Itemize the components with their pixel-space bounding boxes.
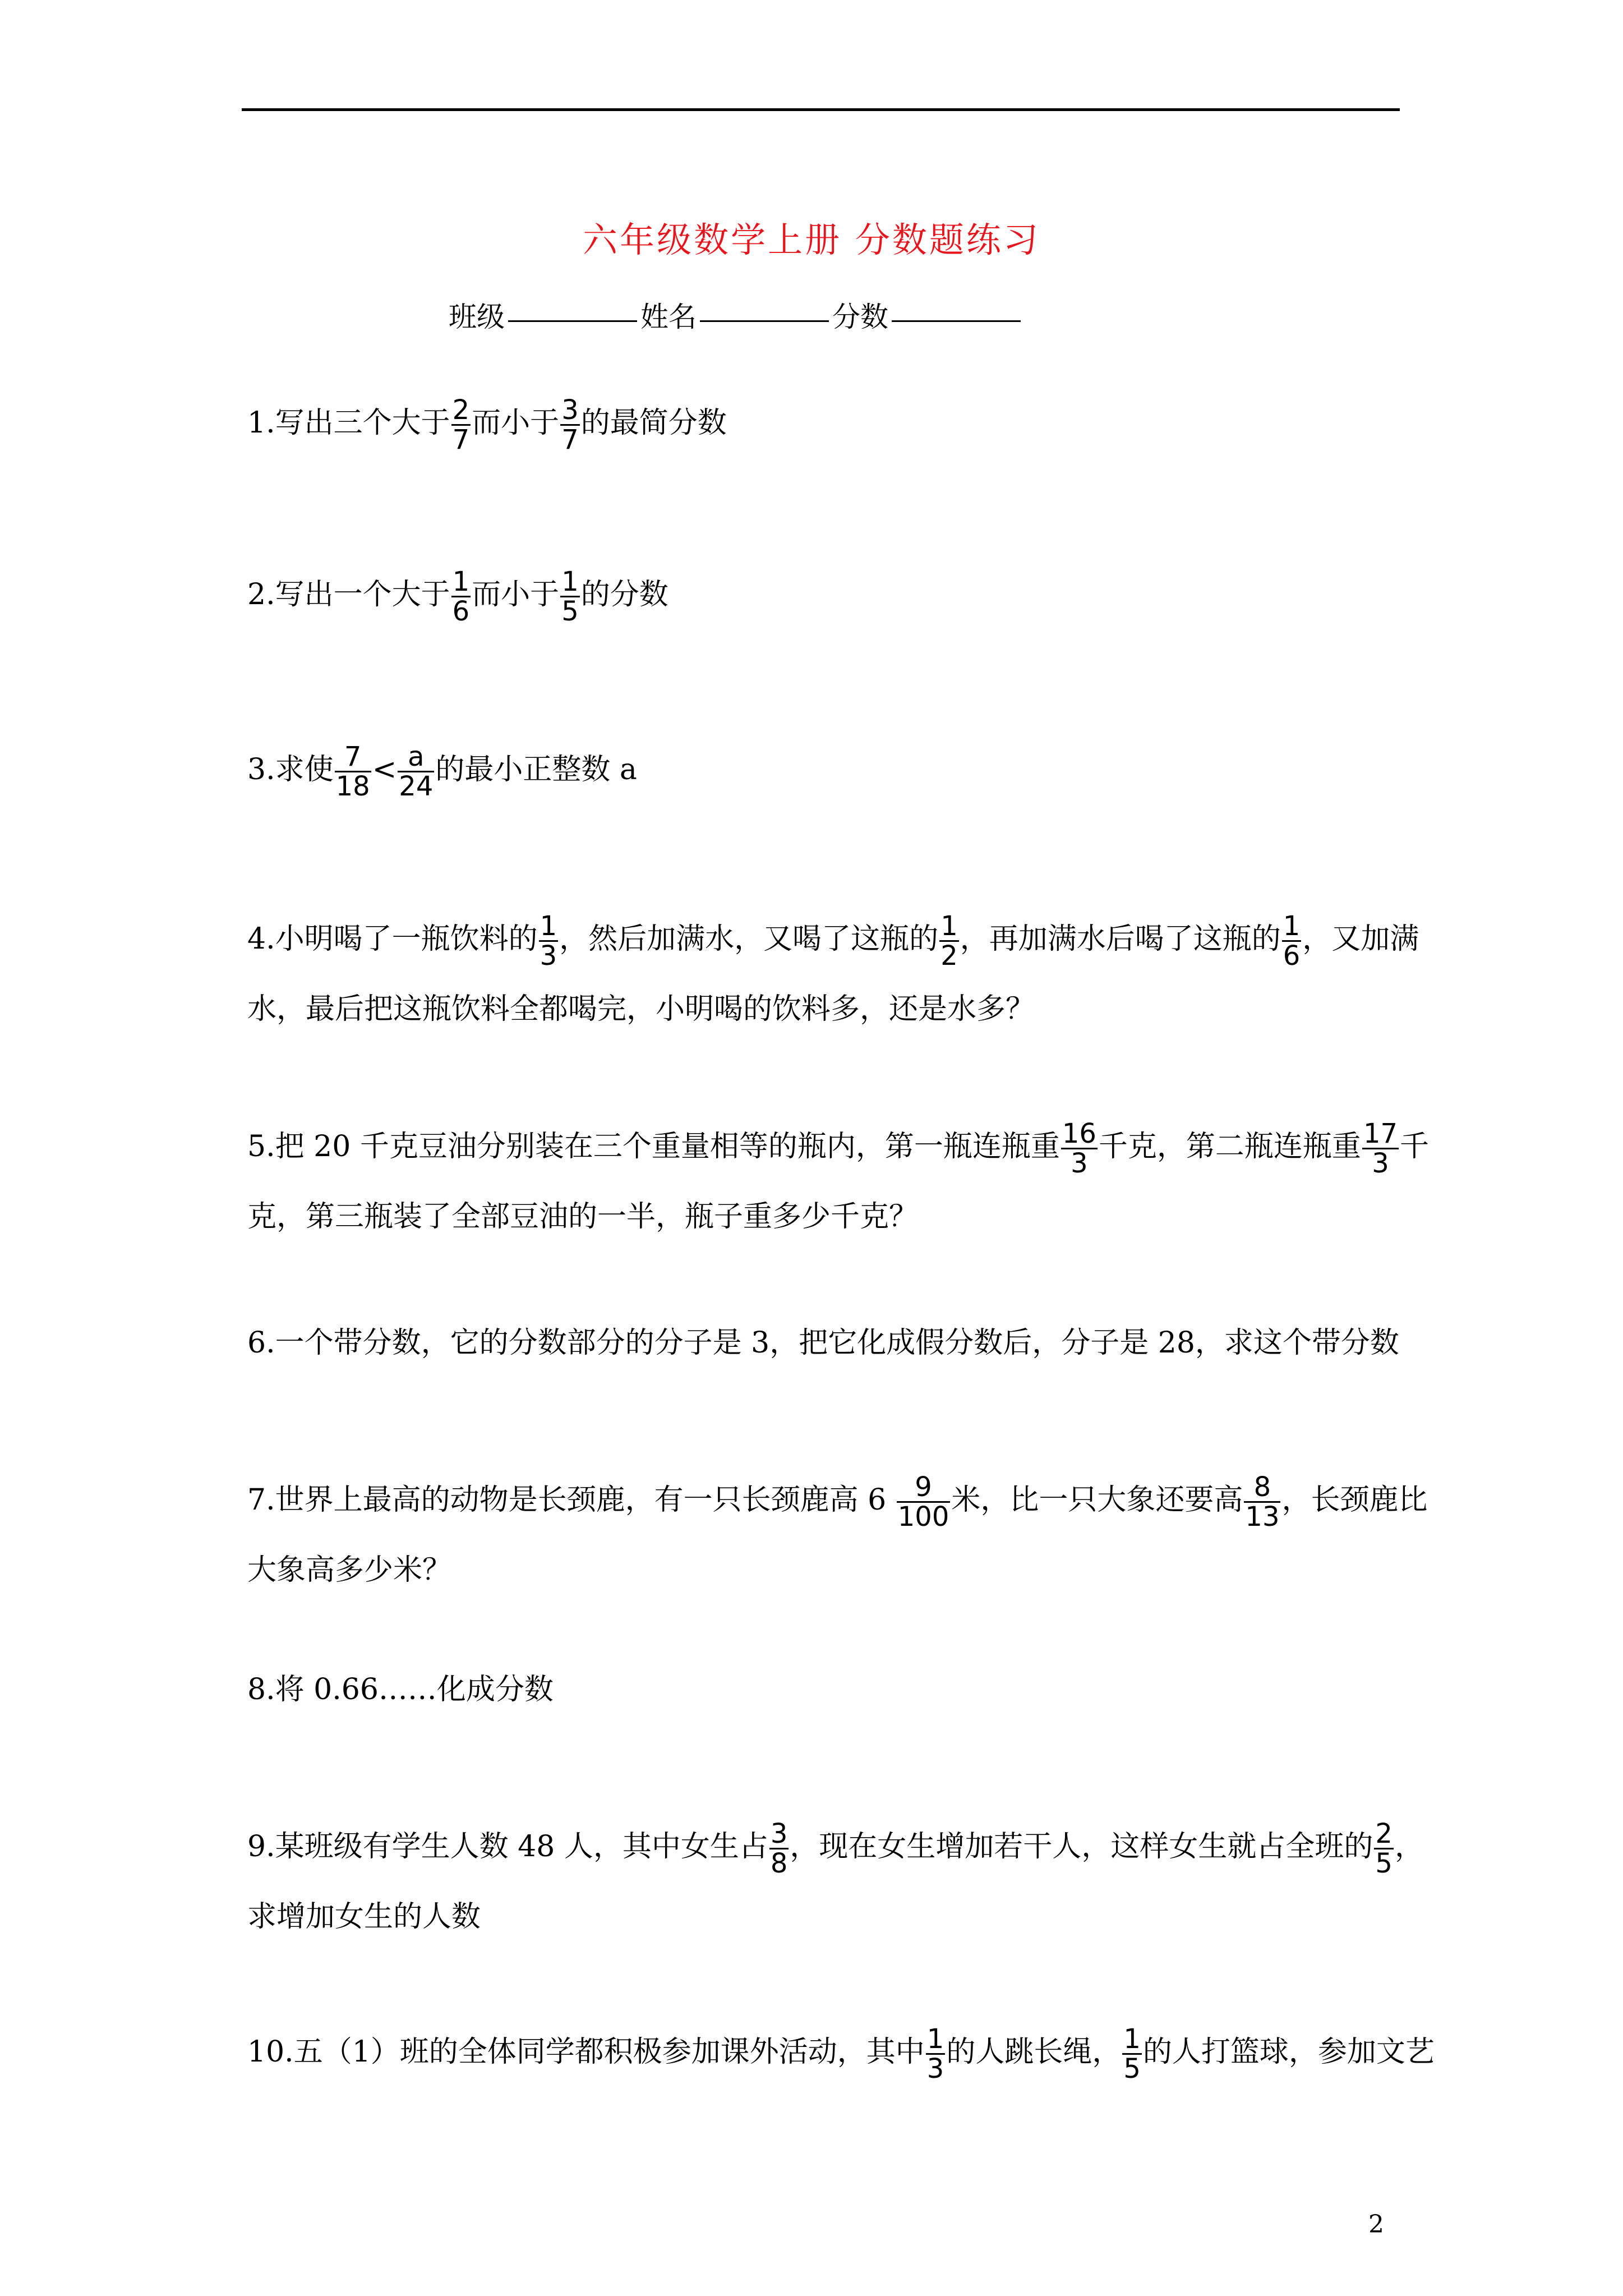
page-title: 六年级数学上册 分数题练习 (583, 219, 1040, 260)
question-text: ，现在女生增加若干人，这样女生就占全班的 (790, 1830, 1373, 1864)
numerator: 17 (1363, 1117, 1398, 1149)
denominator: 7 (561, 424, 579, 455)
denominator: 6 (452, 596, 470, 627)
question-text: 的最简分数 (580, 406, 727, 440)
question-text: ，又加满 (1302, 922, 1419, 956)
numerator: 1 (540, 910, 557, 942)
fraction (335, 740, 371, 802)
fraction (769, 1820, 789, 1878)
numerator: 16 (1062, 1117, 1096, 1149)
question-text: 米，比一只大象还要高 (951, 1483, 1243, 1517)
question-4 (247, 904, 1419, 1045)
question-text: 而小于 (472, 406, 560, 440)
numerator: 1 (561, 565, 579, 597)
question-text: 7.世界上最高的动物是长颈鹿，有一只长颈鹿高 6 (247, 1483, 887, 1517)
question-text: 的最小正整数 a (435, 753, 637, 786)
fraction (451, 396, 471, 454)
question-8 (247, 1655, 1397, 1725)
denominator: 18 (335, 771, 370, 802)
question-line (247, 1812, 1424, 1882)
question-line: 大象高多少米？ (247, 1553, 452, 1587)
header-rule (242, 108, 1400, 111)
question-text: 3.求使 (247, 753, 334, 786)
numerator: 3 (770, 1818, 788, 1849)
fraction (1061, 1117, 1098, 1179)
denominator: 8 (770, 1848, 788, 1879)
numerator: 1 (1283, 910, 1301, 942)
fraction (398, 740, 434, 802)
denominator: 100 (897, 1501, 949, 1533)
fraction (1282, 912, 1302, 970)
question-text: ， (1394, 1830, 1424, 1864)
question-text: 2.写出一个大于 (247, 578, 450, 611)
question-line: 8.将 0.66……化成分数 (247, 1673, 554, 1706)
question-text: 10.五（1）班的全体同学都积极参加课外活动，其中 (247, 2035, 925, 2069)
numerator: 2 (1375, 1818, 1393, 1849)
numerator: 2 (452, 394, 470, 426)
question-text: 而小于 (472, 578, 560, 611)
denominator: 5 (1375, 1848, 1393, 1879)
student-info-line (449, 295, 1024, 335)
denominator: 24 (399, 771, 434, 802)
numerator: a (408, 740, 425, 772)
denominator: 13 (1245, 1501, 1280, 1533)
question-line (247, 1112, 1430, 1182)
question-text: ，再加满水后喝了这瓶的 (960, 922, 1281, 956)
question-9 (247, 1812, 1424, 1952)
denominator: 3 (540, 940, 557, 972)
name-blank (700, 320, 829, 322)
numerator: 1 (1123, 2023, 1141, 2055)
question-5 (247, 1112, 1430, 1252)
numerator: 1 (940, 910, 958, 942)
fraction (560, 565, 580, 627)
question-6 (247, 1308, 1397, 1378)
class-blank (508, 320, 637, 322)
question-text: 千 (1400, 1130, 1430, 1163)
fraction (1374, 1820, 1394, 1878)
fraction (1244, 1473, 1280, 1531)
question-line (247, 388, 1397, 458)
question-line: 水，最后把这瓶饮料全都喝完，小明喝的饮料多，还是水多？ (247, 992, 1035, 1026)
denominator: 3 (1071, 1148, 1088, 1179)
denominator: 5 (561, 596, 579, 627)
question-text: 9.某班级有学生人数 48 人，其中女生占 (247, 1830, 768, 1864)
question-line (247, 904, 1419, 974)
score-label: 分数 (832, 301, 888, 333)
question-text: 4.小明喝了一瓶饮料的 (247, 922, 538, 956)
question-text: 1.写出三个大于 (247, 406, 450, 440)
denominator: 3 (926, 2053, 944, 2085)
question-line: 求增加女生的人数 (247, 1900, 481, 1934)
name-label: 姓名 (640, 301, 697, 333)
question-text: 的人跳长绳， (946, 2035, 1122, 2069)
denominator: 3 (1372, 1148, 1389, 1179)
score-blank (892, 320, 1021, 322)
question-3 (247, 735, 1397, 805)
question-line (247, 735, 1397, 805)
numerator: 1 (926, 2023, 944, 2055)
numerator: 8 (1253, 1471, 1271, 1503)
fraction (926, 2025, 946, 2083)
question-line (247, 560, 1397, 630)
question-text: ，然后加满水，又喝了这瓶的 (559, 922, 939, 956)
question-text: 的人打篮球，参加文艺 (1142, 2035, 1435, 2069)
class-label: 班级 (449, 301, 505, 333)
fraction (451, 565, 471, 627)
denominator: 6 (1283, 940, 1301, 972)
question-text: ，长颈鹿比 (1281, 1483, 1428, 1517)
question-line (247, 1465, 1428, 1535)
fraction (897, 1473, 951, 1531)
numerator: 1 (452, 565, 470, 597)
question-2 (247, 560, 1397, 630)
denominator: 7 (452, 424, 470, 455)
denominator: 2 (940, 940, 958, 972)
numerator: 3 (561, 394, 579, 426)
question-line (247, 2017, 1435, 2087)
question-1 (247, 388, 1397, 458)
question-7 (247, 1465, 1428, 1605)
page-number: 2 (1368, 2210, 1384, 2239)
fraction (1122, 2025, 1142, 2083)
numerator: 9 (915, 1471, 932, 1503)
denominator: 5 (1123, 2053, 1141, 2085)
question-text: < (372, 753, 397, 786)
question-text: 的分数 (580, 578, 668, 611)
question-text: 千克，第二瓶连瓶重 (1098, 1130, 1361, 1163)
question-10 (247, 2017, 1435, 2087)
question-line: 6.一个带分数，它的分数部分的分子是 3，把它化成假分数后，分子是 28，求这个带分数 (247, 1326, 1399, 1360)
fraction (539, 912, 559, 970)
fraction (1362, 1117, 1399, 1179)
fraction (939, 912, 959, 970)
question-line: 克，第三瓶装了全部豆油的一半，瓶子重多少千克？ (247, 1200, 919, 1234)
numerator: 7 (344, 740, 362, 772)
question-text: 5.把 20 千克豆油分别装在三个重量相等的瓶内，第一瓶连瓶重 (247, 1130, 1060, 1163)
fraction (560, 396, 580, 454)
